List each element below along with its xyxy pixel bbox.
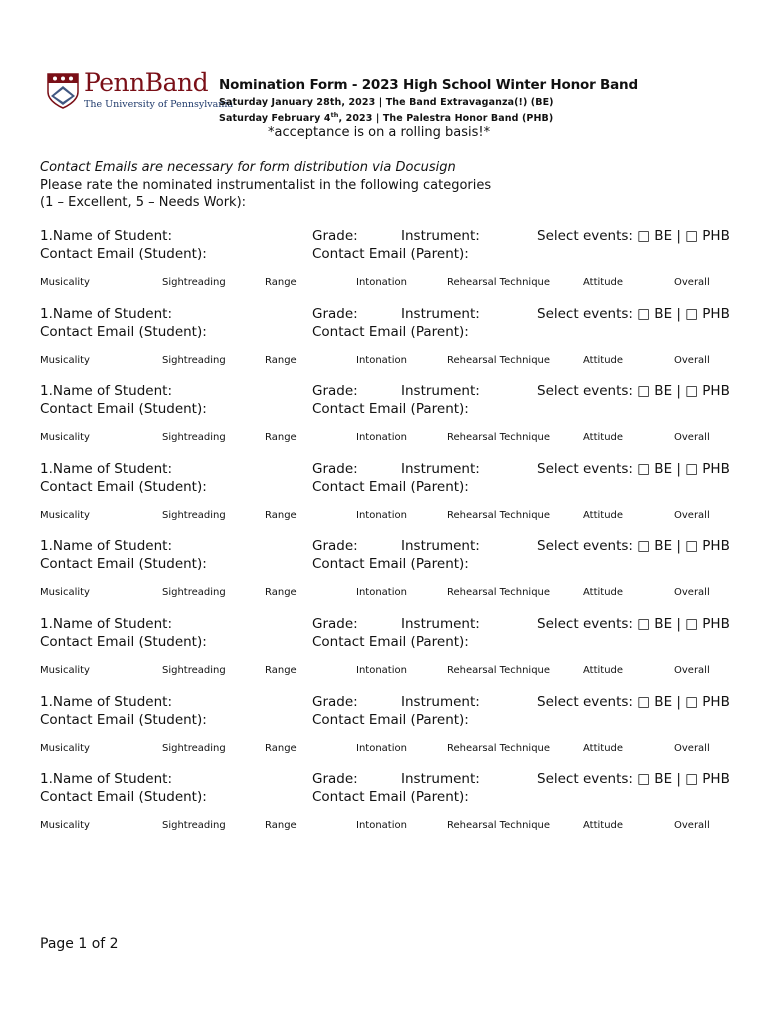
- rating-attitude[interactable]: Attitude: [583, 587, 624, 599]
- student-email-field[interactable]: Contact Email (Student):: [40, 556, 207, 573]
- instrument-field[interactable]: Instrument:: [401, 538, 480, 555]
- rating-rehearsal-technique[interactable]: Rehearsal Technique: [447, 820, 551, 832]
- student-name-field[interactable]: 1.Name of Student:: [40, 771, 172, 788]
- select-events-field[interactable]: Select events: □ BE | □ PHB: [537, 693, 730, 710]
- student-name-field[interactable]: 1.Name of Student:: [40, 538, 172, 555]
- page-number: Page 1 of 2: [40, 936, 119, 952]
- rating-overall[interactable]: Overall: [674, 509, 710, 521]
- rolling-basis-note: *acceptance is on a rolling basis!*: [268, 125, 491, 140]
- nomination-entry: [40, 694, 730, 772]
- rating-overall[interactable]: Overall: [674, 742, 710, 754]
- parent-email-field[interactable]: Contact Email (Parent):: [312, 789, 469, 806]
- select-events-field[interactable]: Select events: □ BE | □ PHB: [537, 538, 730, 555]
- grade-field[interactable]: Grade:: [312, 460, 358, 477]
- penn-shield-icon: [46, 72, 80, 110]
- rating-attitude[interactable]: Attitude: [583, 664, 624, 676]
- select-events-field[interactable]: Select events: □ BE | □ PHB: [537, 305, 730, 322]
- grade-field[interactable]: Grade:: [312, 383, 358, 400]
- rating-range[interactable]: Range: [265, 432, 297, 444]
- select-events-field[interactable]: Select events: □ BE | □ PHB: [537, 228, 730, 244]
- instrument-field[interactable]: Instrument:: [401, 615, 480, 632]
- parent-email-field[interactable]: Contact Email (Parent):: [312, 478, 469, 495]
- rating-musicality[interactable]: Musicality: [40, 742, 90, 754]
- rating-sightreading[interactable]: Sightreading: [162, 820, 226, 832]
- instrument-field[interactable]: Instrument:: [401, 305, 480, 322]
- rating-intonation[interactable]: Intonation: [356, 664, 407, 676]
- rating-range[interactable]: Range: [265, 742, 297, 754]
- rating-rehearsal-technique[interactable]: Rehearsal Technique: [447, 664, 551, 676]
- rating-sightreading[interactable]: Sightreading: [162, 742, 226, 754]
- nomination-entry: [40, 616, 730, 694]
- grade-field[interactable]: Grade:: [312, 228, 358, 244]
- rating-attitude[interactable]: Attitude: [583, 820, 624, 832]
- rating-overall[interactable]: Overall: [674, 354, 710, 366]
- rating-overall[interactable]: Overall: [674, 820, 710, 832]
- rating-musicality[interactable]: Musicality: [40, 277, 90, 288]
- parent-email-field[interactable]: Contact Email (Parent):: [312, 633, 469, 650]
- student-name-field[interactable]: 1.Name of Student:: [40, 693, 172, 710]
- event-date-phb: Saturday February 4th, 2023 | The Palestra Honor Band (PHB): [219, 111, 554, 125]
- parent-email-field[interactable]: Contact Email (Parent):: [312, 401, 469, 418]
- rating-attitude[interactable]: Attitude: [583, 432, 624, 444]
- rating-intonation[interactable]: Intonation: [356, 277, 407, 288]
- student-name-field[interactable]: 1.Name of Student:: [40, 305, 172, 322]
- rating-musicality[interactable]: Musicality: [40, 664, 90, 676]
- rating-overall[interactable]: Overall: [674, 587, 710, 599]
- rating-musicality[interactable]: Musicality: [40, 587, 90, 599]
- student-email-field[interactable]: Contact Email (Student):: [40, 478, 207, 495]
- rating-attitude[interactable]: Attitude: [583, 742, 624, 754]
- form-header: [219, 77, 638, 124]
- rating-rehearsal-technique[interactable]: Rehearsal Technique: [447, 742, 551, 754]
- rating-range[interactable]: Range: [265, 277, 297, 288]
- parent-email-field[interactable]: Contact Email (Parent):: [312, 556, 469, 573]
- student-name-field[interactable]: 1.Name of Student:: [40, 383, 172, 400]
- rating-intonation[interactable]: Intonation: [356, 354, 407, 366]
- instrument-field[interactable]: Instrument:: [401, 383, 480, 400]
- rating-sightreading[interactable]: Sightreading: [162, 509, 226, 521]
- rating-musicality[interactable]: Musicality: [40, 432, 90, 444]
- rating-intonation[interactable]: Intonation: [356, 742, 407, 754]
- grade-field[interactable]: Grade:: [312, 771, 358, 788]
- rating-musicality[interactable]: Musicality: [40, 820, 90, 832]
- rating-attitude[interactable]: Attitude: [583, 277, 624, 288]
- rating-intonation[interactable]: Intonation: [356, 820, 407, 832]
- docusign-note: Contact Emails are necessary for form distribution via Docusign: [40, 160, 456, 175]
- rating-range[interactable]: Range: [265, 664, 297, 676]
- rating-rehearsal-technique[interactable]: Rehearsal Technique: [447, 354, 551, 366]
- instrument-field[interactable]: Instrument:: [401, 771, 480, 788]
- rating-range[interactable]: Range: [265, 354, 297, 366]
- pennband-logo: [46, 68, 234, 114]
- parent-email-field[interactable]: Contact Email (Parent):: [312, 323, 469, 340]
- select-events-field[interactable]: Select events: □ BE | □ PHB: [537, 383, 730, 400]
- grade-field[interactable]: Grade:: [312, 615, 358, 632]
- parent-email-field[interactable]: Contact Email (Parent):: [312, 246, 469, 262]
- rating-intonation[interactable]: Intonation: [356, 587, 407, 599]
- rating-attitude[interactable]: Attitude: [583, 354, 624, 366]
- rating-intonation[interactable]: Intonation: [356, 509, 407, 521]
- rating-sightreading[interactable]: Sightreading: [162, 587, 226, 599]
- nomination-entries: [40, 228, 730, 849]
- student-email-field[interactable]: Contact Email (Student):: [40, 246, 207, 262]
- nomination-entry: [40, 461, 730, 539]
- rating-scale: (1 – Excellent, 5 – Needs Work):: [40, 195, 247, 210]
- nomination-entry: [40, 228, 730, 306]
- rating-sightreading[interactable]: Sightreading: [162, 664, 226, 676]
- logo-subtitle: The University of Pennsylvania: [84, 99, 234, 110]
- grade-field[interactable]: Grade:: [312, 693, 358, 710]
- rating-intonation[interactable]: Intonation: [356, 432, 407, 444]
- nomination-entry: [40, 771, 730, 849]
- student-email-field[interactable]: Contact Email (Student):: [40, 401, 207, 418]
- rating-instructions: Please rate the nominated instrumentalist in the following categories: [40, 177, 492, 193]
- parent-email-field[interactable]: Contact Email (Parent):: [312, 711, 469, 728]
- rating-overall[interactable]: Overall: [674, 277, 710, 288]
- rating-rehearsal-technique[interactable]: Rehearsal Technique: [447, 432, 551, 444]
- rating-sightreading[interactable]: Sightreading: [162, 432, 226, 444]
- rating-rehearsal-technique[interactable]: Rehearsal Technique: [447, 277, 551, 288]
- rating-sightreading[interactable]: Sightreading: [162, 277, 226, 288]
- student-email-field[interactable]: Contact Email (Student):: [40, 323, 207, 340]
- student-email-field[interactable]: Contact Email (Student):: [40, 789, 207, 806]
- rating-attitude[interactable]: Attitude: [583, 509, 624, 521]
- select-events-field[interactable]: Select events: □ BE | □ PHB: [537, 460, 730, 477]
- instrument-field[interactable]: Instrument:: [401, 460, 480, 477]
- student-name-field[interactable]: 1.Name of Student:: [40, 615, 172, 632]
- rating-range[interactable]: Range: [265, 587, 297, 599]
- nomination-entry: [40, 538, 730, 616]
- rating-musicality[interactable]: Musicality: [40, 354, 90, 366]
- student-name-field[interactable]: 1.Name of Student:: [40, 460, 172, 477]
- rating-overall[interactable]: Overall: [674, 664, 710, 676]
- rating-sightreading[interactable]: Sightreading: [162, 354, 226, 366]
- instructions: [40, 159, 491, 212]
- nomination-entry: [40, 306, 730, 384]
- event-date-be: Saturday January 28th, 2023 | The Band Extravaganza(!) (BE): [219, 97, 554, 108]
- logo-wordmark: PennBand: [84, 68, 209, 97]
- form-title: Nomination Form - 2023 High School Winter Honor Band: [219, 77, 638, 93]
- rating-rehearsal-technique[interactable]: Rehearsal Technique: [447, 509, 551, 521]
- nomination-entry: [40, 383, 730, 461]
- student-name-field[interactable]: 1.Name of Student:: [40, 228, 172, 244]
- student-email-field[interactable]: Contact Email (Student):: [40, 711, 207, 728]
- select-events-field[interactable]: Select events: □ BE | □ PHB: [537, 771, 730, 788]
- rating-range[interactable]: Range: [265, 509, 297, 521]
- rating-rehearsal-technique[interactable]: Rehearsal Technique: [447, 587, 551, 599]
- rating-overall[interactable]: Overall: [674, 432, 710, 444]
- rating-range[interactable]: Range: [265, 820, 297, 832]
- grade-field[interactable]: Grade:: [312, 538, 358, 555]
- grade-field[interactable]: Grade:: [312, 305, 358, 322]
- rating-musicality[interactable]: Musicality: [40, 509, 90, 521]
- instrument-field[interactable]: Instrument:: [401, 693, 480, 710]
- student-email-field[interactable]: Contact Email (Student):: [40, 633, 207, 650]
- select-events-field[interactable]: Select events: □ BE | □ PHB: [537, 615, 730, 632]
- instrument-field[interactable]: Instrument:: [401, 228, 480, 244]
